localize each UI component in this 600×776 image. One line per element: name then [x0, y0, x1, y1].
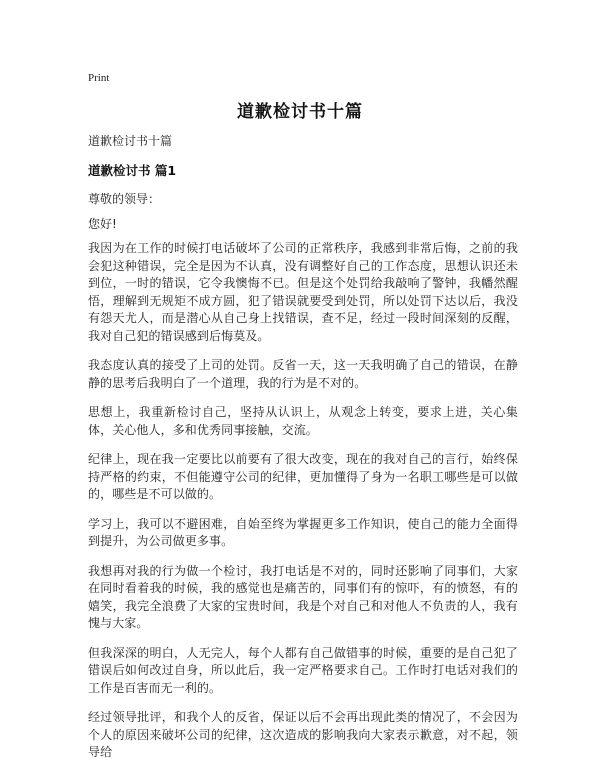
paragraph: 我态度认真的接受了上司的处罚。反省一天，这一天我明确了自己的错误，在静静的思考后我明白了一个道理，我的行为是不对的。 [88, 358, 518, 390]
print-link[interactable]: Print [88, 72, 110, 84]
greeting: 您好! [88, 217, 117, 231]
paragraph: 经过领导批评，和我个人的反省，保证以后不会再出现此类的情况了，不会因为个人的原因来破坏公司的纪律，这次造成的影响我向大家表示歉意，对不起，领导给 [88, 710, 518, 759]
paragraph: 学习上，我可以不避困难，自始至终为掌握更多工作知识，使自己的能力全面得到提升，为公司做更多事。 [88, 516, 518, 548]
paragraph: 我想再对我的行为做一个检讨，我打电话是不对的，同时还影响了同事们，大家在同时看着我的时候，我的感觉也是痛苦的，同事们有的惊吓，有的愤怒，有的嬉笑，我完全浪费了大家的宝贵时间，我是个对自己和对他人不负责的人，我有愧与大家。 [88, 563, 518, 630]
section-heading: 道歉检讨书 篇1 [88, 163, 177, 178]
paragraph: 思想上，我重新检讨自己，坚持从认识上，从观念上转变，要求上进，关心集体，关心他人，多和优秀同事接触，交流。 [88, 405, 518, 437]
document-title: 道歉检讨书十篇 [237, 102, 363, 122]
paragraph: 我因为在工作的时候打电话破坏了公司的正常秩序，我感到非常后悔，之前的我会犯这种错误，完全是因为不认真，没有调整好自己的工作态度，思想认识还未到位，一时的错误，它令我懊悔不已。但是这个处罚给我敲响了警钟，我幡然醒悟，理解到无规矩不成方圆，犯了错误就要受到处罚，所以处罚下达以后，我没有怨天尤人，而是潜心从自己身上找错误，查不足，经过一段时间深刻的反醒，我对自己犯的错误感到后悔莫及。 [88, 241, 518, 343]
salutation: 尊敬的领导： [88, 192, 161, 206]
paragraph: 纪律上，现在我一定要比以前要有了很大改变，现在的我对自己的言行，始终保持严格的约束，不但能遵守公司的纪律，更加懂得了身为一名职工哪些是可以做的，哪些是不可以做的。 [88, 452, 518, 501]
letter-body [88, 240, 518, 774]
document-subtitle: 道歉检讨书十篇 [88, 134, 173, 148]
paragraph: 但我深深的明白，人无完人，每个人都有自己做错事的时候，重要的是自己犯了错误后如何改过自身，所以此后，我一定严格要求自己。工作时打电话对我们的工作是百害而无一利的。 [88, 645, 518, 695]
